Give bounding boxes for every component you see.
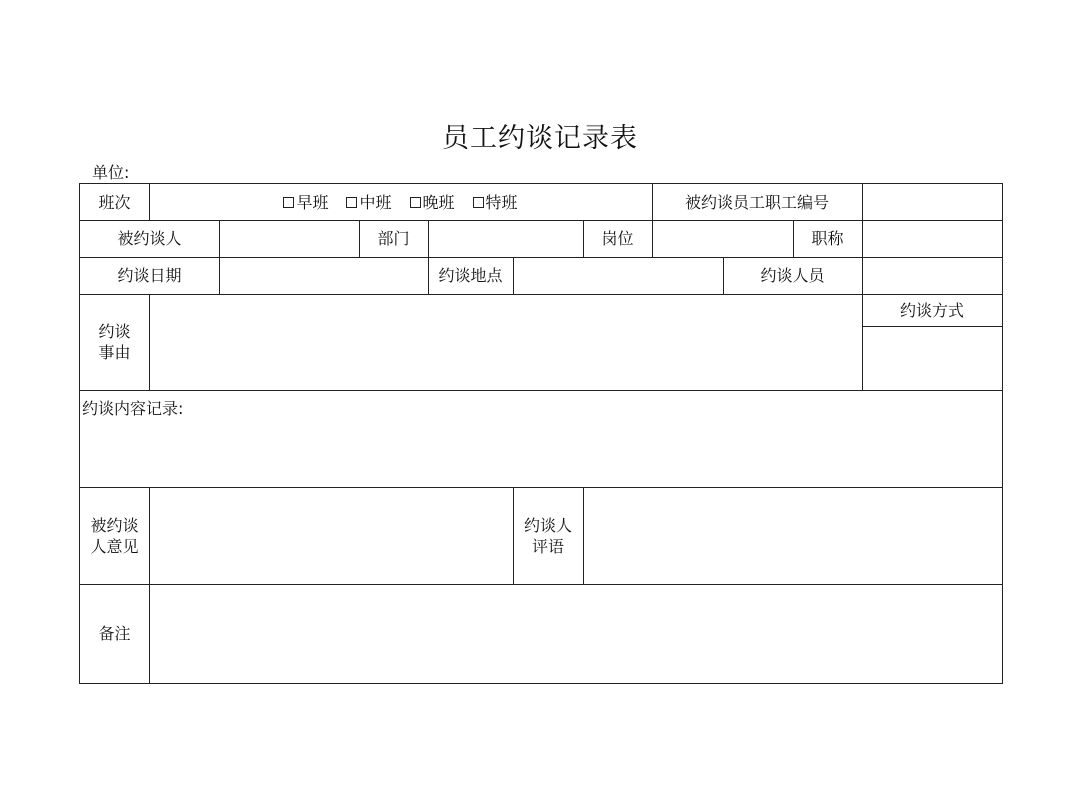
interviewer-comment-field[interactable]	[583, 487, 1002, 584]
remarks-label: 备注	[98, 624, 131, 643]
unit-label: 单位:	[92, 163, 130, 182]
interview-reason-label: 约谈 事由	[98, 322, 131, 362]
shift-option-morning[interactable]: 早班	[283, 192, 328, 213]
interview-reason-field[interactable]	[149, 294, 862, 390]
interview-location-label: 约谈地点	[438, 266, 503, 285]
interview-content-label: 约谈内容记录:	[82, 399, 184, 418]
interviewee-opinion-label: 被约谈 人意见	[90, 515, 139, 556]
remarks-field[interactable]	[149, 584, 1002, 683]
department-field[interactable]	[428, 220, 583, 257]
department-label: 部门	[377, 229, 410, 248]
interview-staff-field[interactable]	[862, 257, 1002, 294]
interview-date-label: 约谈日期	[117, 266, 182, 285]
checkbox-icon[interactable]	[346, 197, 357, 208]
position-field[interactable]	[652, 220, 793, 257]
shift-options	[149, 184, 652, 220]
interview-content-field[interactable]	[80, 390, 1002, 487]
shift-option-evening[interactable]: 晚班	[410, 192, 455, 213]
interview-method-label: 约谈方式	[899, 300, 964, 320]
position-label: 岗位	[601, 229, 634, 248]
shift-option-middle[interactable]: 中班	[346, 192, 391, 213]
interview-record-table	[79, 183, 1003, 684]
checkbox-icon[interactable]	[473, 197, 484, 208]
employee-id-label: 被约谈员工职工编号	[684, 192, 829, 212]
interviewee-field[interactable]	[219, 220, 359, 257]
job-title-field[interactable]	[862, 220, 1002, 257]
employee-id-field[interactable]	[862, 184, 1002, 220]
interviewee-opinion-field[interactable]	[149, 487, 513, 584]
shift-option-special[interactable]: 特班	[473, 192, 518, 213]
interview-date-field[interactable]	[219, 257, 428, 294]
job-title-label: 职称	[811, 229, 844, 248]
interview-method-field[interactable]	[862, 326, 1002, 390]
checkbox-icon[interactable]	[410, 197, 421, 208]
checkbox-icon[interactable]	[283, 197, 294, 208]
interviewer-comment-label: 约谈人 评语	[523, 515, 572, 556]
interview-location-field[interactable]	[513, 257, 723, 294]
shift-label: 班次	[98, 192, 131, 212]
interviewee-label: 被约谈人	[117, 229, 182, 248]
interview-staff-label: 约谈人员	[760, 266, 825, 285]
form-title: 员工约谈记录表	[442, 123, 638, 154]
